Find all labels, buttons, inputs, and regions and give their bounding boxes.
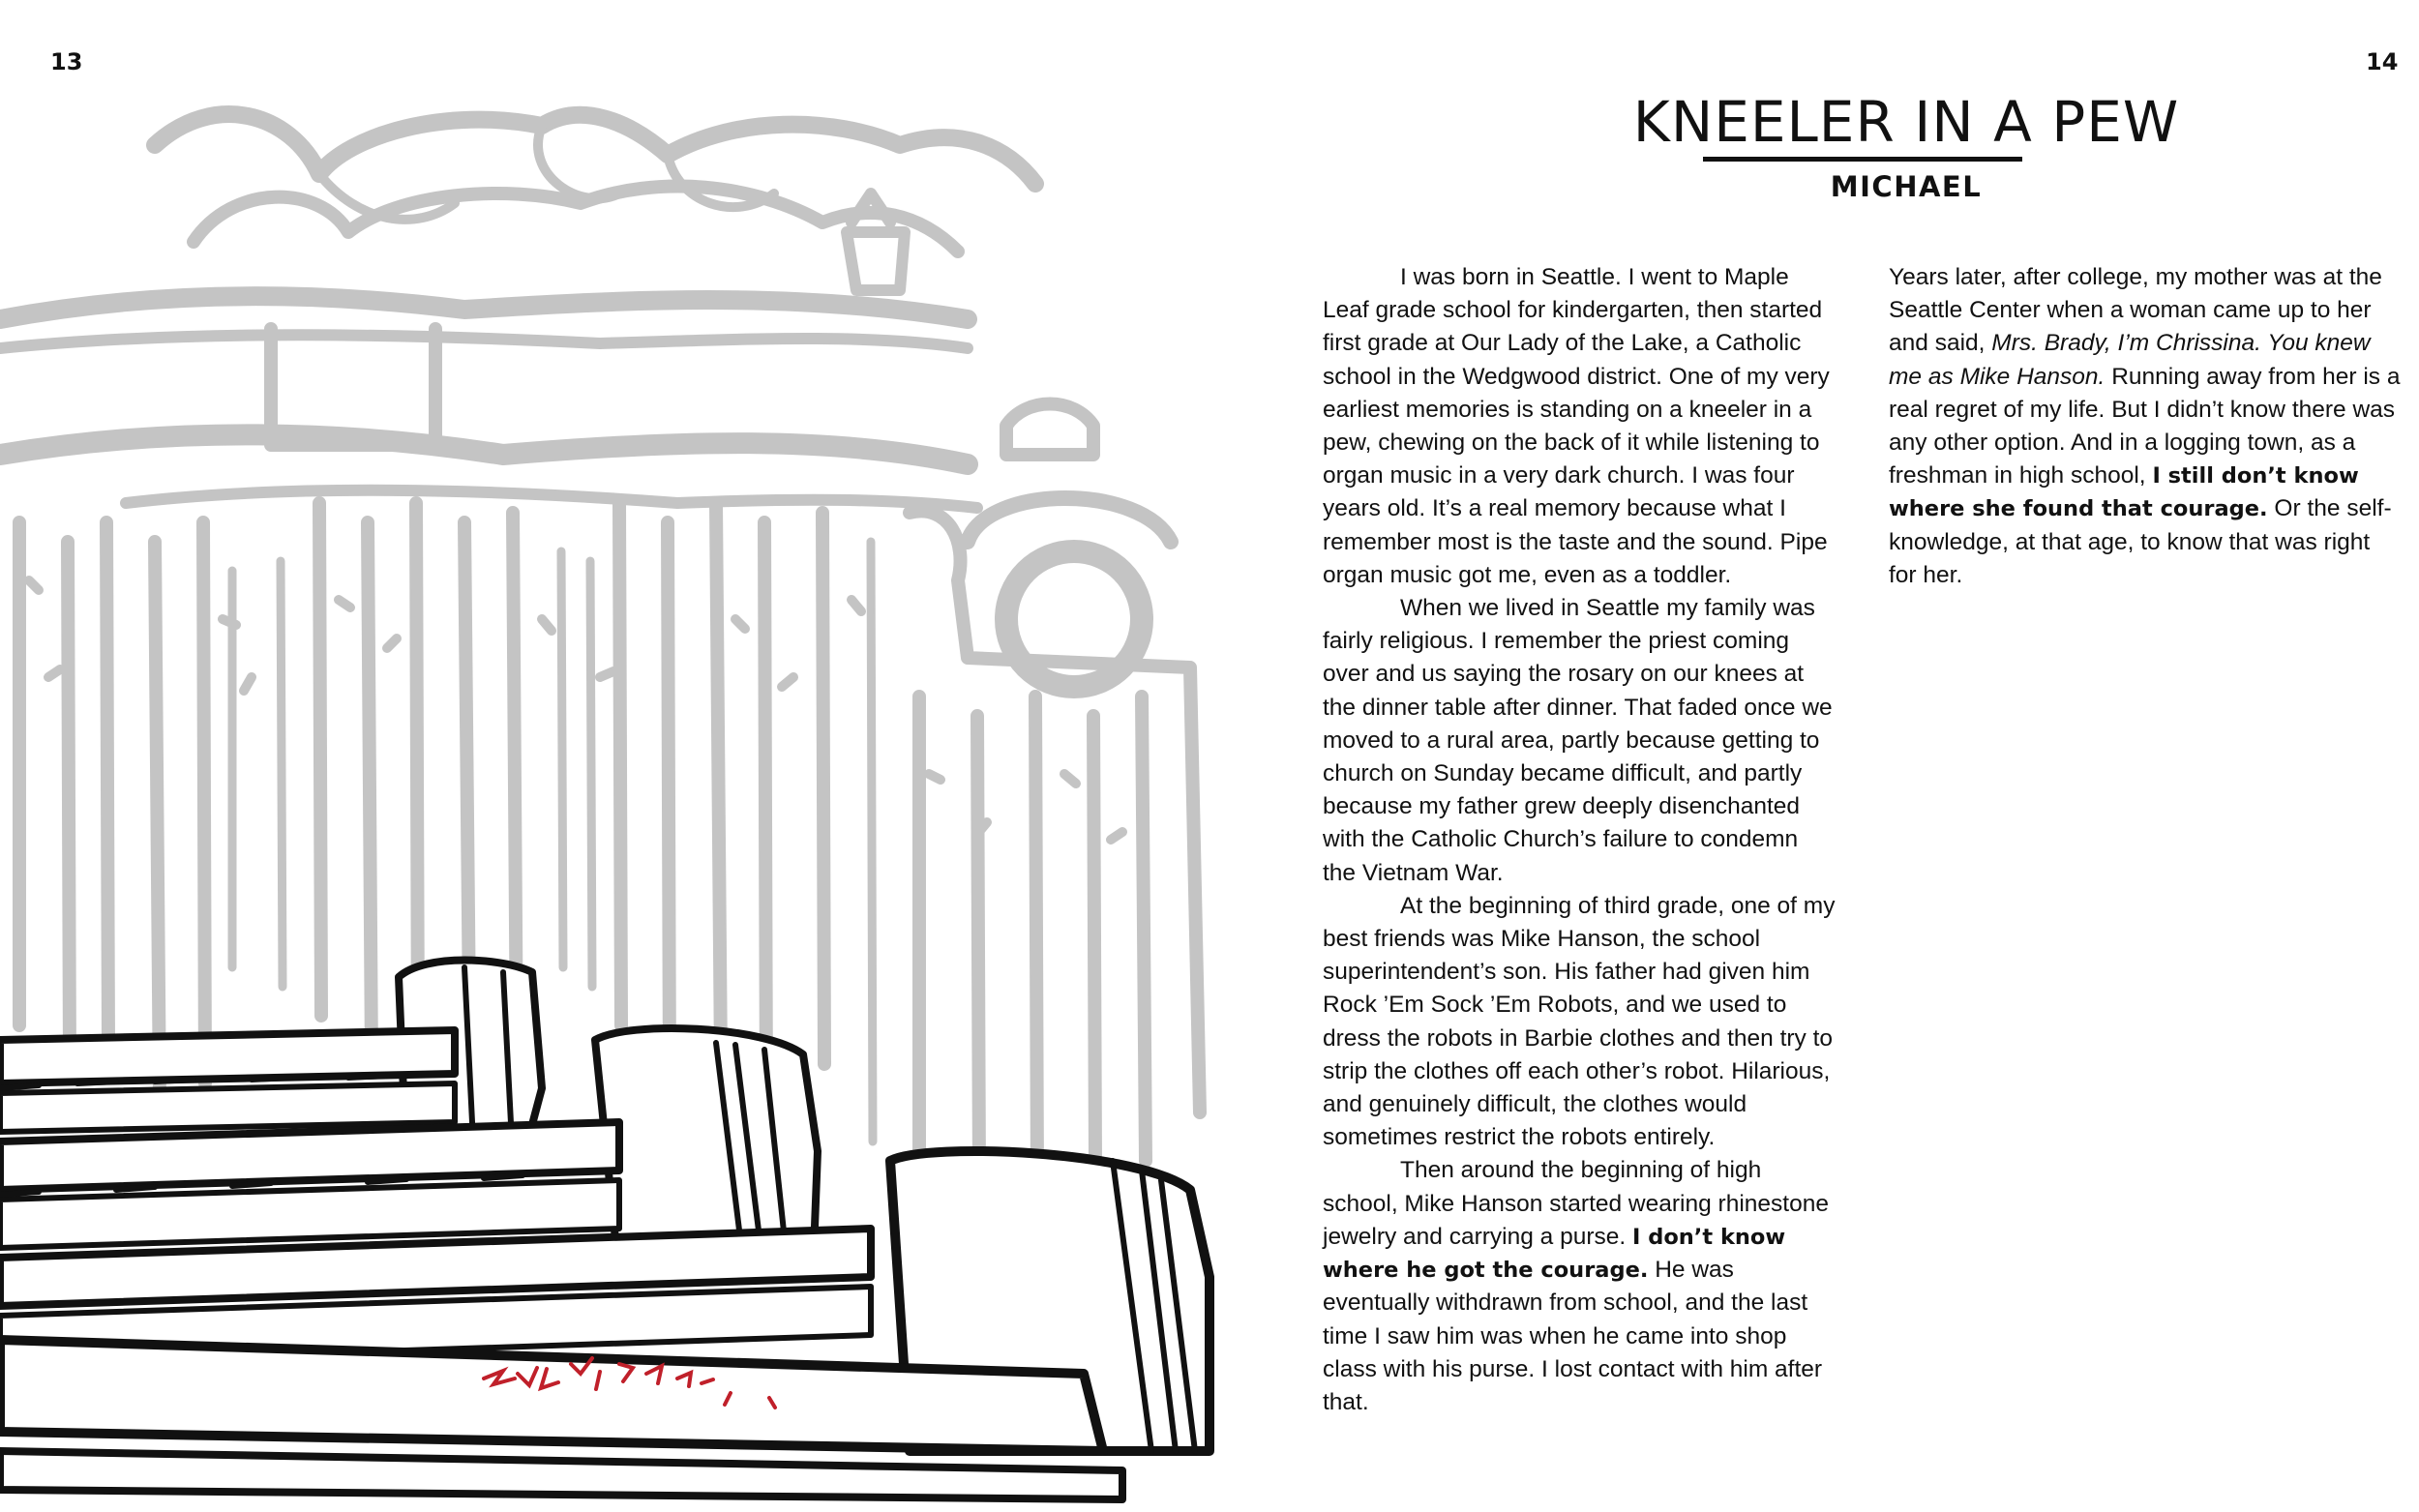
paragraph-4-part-a: Then around the beginning of high school, Mike Hanson started wearing rhinestone jewelry and carrying a purse. xyxy=(1323,1157,1829,1250)
paragraph-1: I was born in Seattle. I went to Maple Leaf grade school for kindergarten, then started first grade at Our Lady of the Lake, a Catholic school in the Wedgwood district. One of my very earliest memories is standing on a kneeler in a pew, chewing on the back of it while listening to organ music in a very dark church. I was four years old. It’s a real memory because what I remember most is the taste and the sound. Pipe organ music got me, even as a toddler. xyxy=(1323,264,1830,588)
article-title: KNEELER IN A PEW xyxy=(1632,89,2180,155)
paragraph-5-part-2: Mrs. Brady, I’m Chrissina. You knew me as Mike Hanson. xyxy=(1889,330,2371,390)
title-underline xyxy=(1703,157,2022,162)
paragraph-5-part-4: I still don’t know where she found that courage. xyxy=(1889,463,2359,522)
paragraph-4-part-b: He was eventually withdrawn from school, and the last time I saw him was when he came into shop class with his purse. I lost contact with him after that. xyxy=(1323,1257,1823,1415)
paragraph-5-continued xyxy=(1889,261,2402,592)
paragraph-4-bold: I don’t know where he got the courage. xyxy=(1323,1224,1786,1284)
text-column-right xyxy=(1889,261,2402,592)
paragraph-4 xyxy=(1323,1154,1836,1419)
pews xyxy=(0,961,1210,1500)
paragraph-5-part-1: Years later, after college, my mother was at the Seattle Center when a woman came up to her and said, xyxy=(1889,264,2382,357)
church-organ-pews-illustration xyxy=(0,58,1219,1512)
organ-background xyxy=(0,114,1200,1180)
paragraph-5-part-5: Or the self-knowledge, at that age, to know that was right for her. xyxy=(1889,495,2392,588)
page-number-right: 14 xyxy=(2366,48,2399,75)
paragraph-2: When we lived in Seattle my family was fairly religious. I remember the priest coming over and us saying the rosary on our knees at the dinner table after dinner. That faded once we moved to a rural area, partly because getting to church on Sunday became difficult, and partly because my father grew deeply disenchanted with the Catholic Church’s failure to condemn the Vietnam War. xyxy=(1323,595,1833,886)
page-number-left: 13 xyxy=(50,48,83,75)
paragraph-5-part-3: Running away from her is a real regret of my life. But I didn’t know there was any other option. And in a logging town, as a freshman in high school, xyxy=(1889,363,2401,489)
paragraph-3: At the beginning of third grade, one of my best friends was Mike Hanson, the school superintendent’s son. His father had given him Rock ’Em Sock ’Em Robots, and we used to dress the robots in Barbie clothes and then try to strip the clothes off each other’s robot. Hilarious, and genuinely difficult, the clothes would sometimes restrict the robots entirely. xyxy=(1323,892,1836,1151)
byline: MICHAEL xyxy=(1830,170,1983,203)
text-column-left xyxy=(1323,261,1836,1419)
